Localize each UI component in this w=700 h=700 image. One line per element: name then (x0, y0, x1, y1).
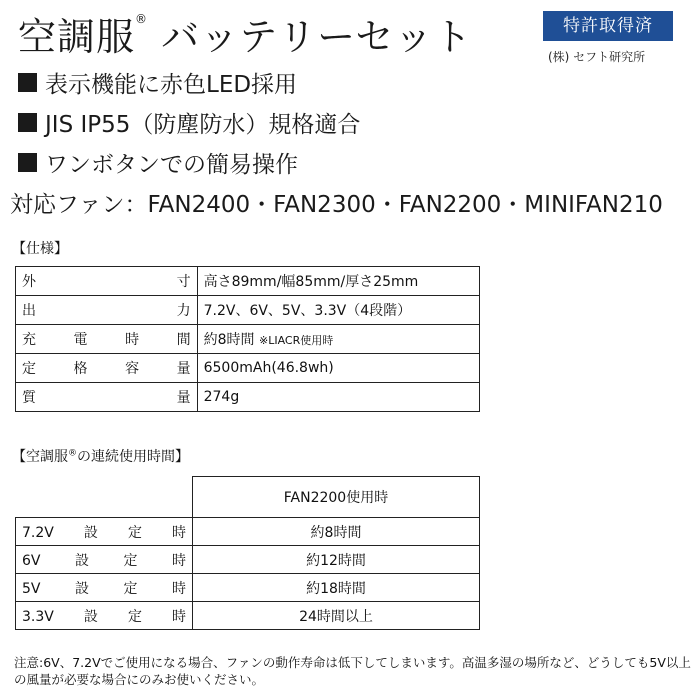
table-row (16, 518, 480, 546)
table-row (16, 602, 480, 630)
square-bullet-icon (18, 73, 37, 92)
spec-value-text: 高さ89mm/幅85mm/厚さ25mm (203, 274, 419, 290)
feature-item (18, 146, 298, 179)
spec-label: 質量 (16, 383, 198, 412)
table-row (16, 267, 480, 296)
feature-text: 表示機能に赤色LED採用 (45, 72, 298, 98)
spec-label: 定格容量 (16, 354, 198, 383)
table-row (16, 354, 480, 383)
title-rest: バッテリーセット (148, 15, 473, 59)
registered-mark: ® (68, 448, 77, 459)
runtime-heading (12, 446, 189, 466)
spec-value (197, 325, 479, 354)
feature-text: JIS IP55（防塵防水）規格適合 (45, 112, 361, 138)
title-main: 空調服 (18, 15, 136, 59)
runtime-heading-rest: の連続使用時間】 (77, 449, 189, 465)
spec-value-text: 6500mAh(46.8wh) (203, 360, 334, 376)
compatible-fans: 対応ファン：FAN2400・FAN2300・FAN2200・MINIFAN210 (10, 192, 663, 218)
spec-value (197, 267, 479, 296)
page-title (18, 6, 472, 61)
feature-item (18, 106, 360, 139)
feature-text: ワンボタンでの簡易操作 (45, 152, 298, 178)
patent-owner: (株) セフト研究所 (548, 50, 646, 64)
runtime-value: 約12時間 (193, 546, 480, 574)
table-row (16, 296, 480, 325)
square-bullet-icon (18, 113, 37, 132)
runtime-table (15, 476, 480, 630)
empty-cell (16, 477, 193, 518)
table-header-row (16, 477, 480, 518)
spec-value-note: ※LIACR使用時 (258, 334, 334, 347)
spec-label: 出力 (16, 296, 198, 325)
table-row (16, 574, 480, 602)
runtime-value: 約8時間 (193, 518, 480, 546)
spec-value-text: 7.2V、6V、5V、3.3V（4段階） (203, 303, 412, 319)
table-row (16, 325, 480, 354)
registered-mark: ® (135, 12, 149, 26)
spec-value (197, 354, 479, 383)
runtime-value: 約18時間 (193, 574, 480, 602)
column-header: FAN2200使用時 (193, 477, 480, 518)
runtime-label: 6V設定時 (16, 546, 193, 574)
spec-value (197, 383, 479, 412)
spec-table (15, 266, 480, 412)
runtime-label: 5V設定時 (16, 574, 193, 602)
spec-value-text: 約8時間 (203, 332, 255, 348)
runtime-label: 7.2V設定時 (16, 518, 193, 546)
square-bullet-icon (18, 153, 37, 172)
runtime-heading-main: 【空調服 (12, 449, 68, 465)
runtime-label: 3.3V設定時 (16, 602, 193, 630)
table-row (16, 383, 480, 412)
feature-item (18, 66, 297, 99)
table-row (16, 546, 480, 574)
spec-value-text: 274g (203, 389, 240, 405)
spec-label: 外寸 (16, 267, 198, 296)
spec-value (197, 296, 479, 325)
spec-heading: 【仕様】 (12, 241, 68, 257)
patent-badge: 特許取得済 (543, 11, 673, 41)
footnote: 注意:6V、7.2Vでご使用になる場合、ファンの動作寿命は低下してしまいます。高温多湿の場所など、どうしても5V以上の風量が必要な場合にのみお使いください。 (14, 655, 691, 687)
spec-label: 充電時間 (16, 325, 198, 354)
runtime-value: 24時間以上 (193, 602, 480, 630)
